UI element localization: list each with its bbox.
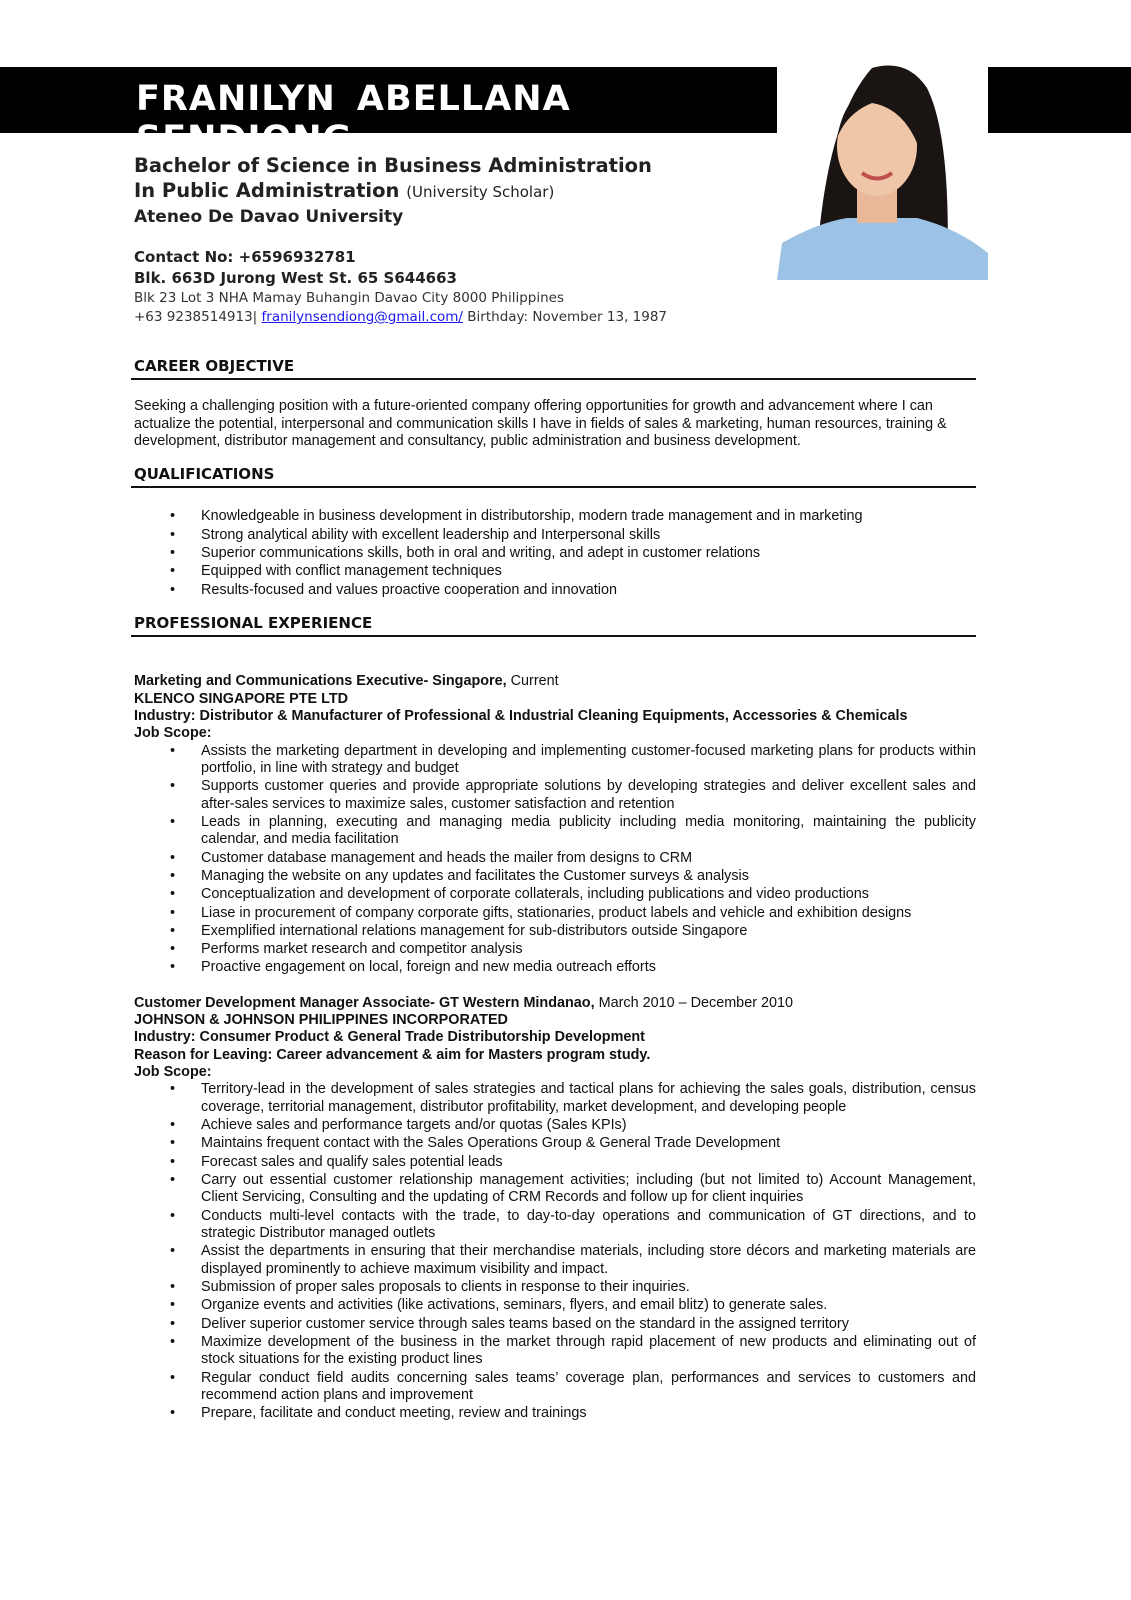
list-item [134,886,976,903]
bullet-icon: • [170,1207,176,1224]
section-heading: QUALIFICATIONS [131,466,976,488]
job-scope-label: Job Scope: [134,725,212,742]
list-item-text: Deliver superior customer service through sales teams based on the standard in the assigned territory [201,1315,849,1332]
section-heading: CAREER OBJECTIVE [131,358,976,380]
qualifications-list [134,508,976,599]
list-item-text: Carry out essential customer relationship management activities; including (but not limited to) Account Management, Client Servicing, Consulting and the updating of CRM Records and follow up for client inquiries [201,1171,976,1206]
list-item [134,563,976,580]
list-item-text: Liase in procurement of company corporate gifts, stationaries, product labels and vehicle and exhibition designs [201,904,912,921]
list-item-text: Strong analytical ability with excellent leadership and Interpersonal skills [201,526,661,543]
bullet-icon: • [170,1243,176,1260]
bullet-icon: • [170,904,176,921]
job-scope-list [134,1081,976,1422]
profile-photo [777,58,988,280]
bullet-icon: • [170,1315,176,1332]
list-item [134,1405,976,1422]
list-item-text: Supports customer queries and provide appropriate solutions by developing strategies and deliver excellent sales and after-sales services to maximize sales, customer satisfaction and retention [201,778,976,812]
list-item [134,1135,976,1152]
job-role: Customer Development Manager Associate- GT Western Mindanao, [134,994,595,1011]
bullet-icon: • [170,886,176,903]
list-item [134,1081,976,1116]
list-item-text: Exemplified international relations management for sub-distributors outside Singapore [201,922,748,939]
list-item [134,1208,976,1243]
bullet-icon: • [170,1171,176,1188]
list-item [134,545,976,562]
list-item [134,814,976,849]
bullet-icon: • [170,508,176,525]
list-item-text: Equipped with conflict management techniques [201,563,502,580]
bullet-icon: • [170,1279,176,1296]
bullet-icon: • [170,1081,176,1098]
bullet-icon: • [170,1369,176,1386]
list-item [134,923,976,940]
bullet-icon: • [170,813,176,830]
bullet-icon: • [170,778,176,795]
bullet-icon: • [170,545,176,562]
list-item [134,1243,976,1278]
list-item-text: Conducts multi-level contacts with the trade, to day-to-day operations and communication of GT directions, and to strategic Distributor managed outlets [201,1207,976,1242]
job-scope-list [134,743,976,977]
list-item [134,1117,976,1134]
list-item-text: Prepare, facilitate and conduct meeting, review and trainings [201,1405,587,1422]
university: Ateneo De Davao University [134,207,404,227]
bullet-icon: • [170,563,176,580]
job-industry: Industry: Consumer Product & General Trade Distributorship Development [134,1029,645,1046]
bullet-icon: • [170,867,176,884]
job-company: JOHNSON & JOHNSON PHILIPPINES INCORPORATED [134,1012,508,1029]
list-item-text: Assists the marketing department in developing and implementing customer-focused marketing plans for products within portfolio, in line with strategy and budget [201,742,976,776]
job-reason: Reason for Leaving: Career advancement & aim for Masters program study. [134,1046,651,1063]
ph-address: Blk 23 Lot 3 NHA Mamay Buhangin Davao City 8000 Philippines [134,290,564,306]
bullet-icon: • [170,922,176,939]
list-item-text: Maintains frequent contact with the Sales Operations Group & General Trade Development [201,1135,781,1152]
career-objective-section [134,358,976,450]
list-item [134,1370,976,1405]
job-entry [134,673,976,976]
job-role: Marketing and Communications Executive- Singapore, [134,673,507,690]
list-item [134,1172,976,1207]
job-scope-label: Job Scope: [134,1064,212,1081]
list-item-text: Submission of proper sales proposals to clients in response to their inquiries. [201,1279,690,1296]
list-item-text: Results-focused and values proactive cooperation and innovation [201,581,617,598]
bullet-icon: • [170,581,176,598]
list-item [134,1334,976,1369]
list-item [134,527,976,544]
ph-phone: +63 9238514913| [134,309,258,325]
name-banner [0,67,777,159]
bullet-icon: • [170,1297,176,1314]
job-industry: Industry: Distributor & Manufacturer of Professional & Industrial Cleaning Equipments, Accessories & Chemicals [134,707,908,724]
list-item [134,743,976,778]
job-entry [134,995,976,1423]
list-item-text: Proactive engagement on local, foreign and new media outreach efforts [201,959,656,976]
experience-section [134,615,976,1423]
list-item [134,850,976,867]
bullet-icon: • [170,742,176,759]
list-item-text: Organize events and activities (like activations, seminars, flyers, and email blitz) to generate sales. [201,1297,828,1314]
list-item-text: Assist the departments in ensuring that their merchandise materials, including store décors and marketing materials are displayed prominently to achieve maximum visibility and impact. [201,1243,976,1277]
list-item-text: Managing the website on any updates and facilitates the Customer surveys & analysis [201,867,749,884]
job-period: March 2010 – December 2010 [598,994,793,1011]
list-item-text: Performs market research and competitor analysis [201,941,523,958]
list-item [134,868,976,885]
full-name: FRANILYN ABELLANA SENDIONG [136,79,571,159]
qualifications-section [134,466,976,599]
header-info [134,153,667,327]
bullet-icon: • [170,1333,176,1350]
degree-line-2: In Public Administration [134,179,400,202]
list-item-text: Customer database management and heads the mailer from designs to CRM [201,849,693,866]
bullet-icon: • [170,849,176,866]
objective-text: Seeking a challenging position with a future-oriented company offering opportunities for growth and advancement where I can actualize the potential, interpersonal and communication skills I have in fields of sales & marketing, human resources, training & development, distributor management and consultancy, public administration and business development. [134,398,947,449]
list-item-text: Territory-lead in the development of sales strategies and tactical plans for achieving the sales goals, distribution, census coverage, territorial management, distributor profitability, market development, and developing people [201,1081,976,1115]
degree-note: (University Scholar) [406,183,555,201]
contact-number: Contact No: +6596932781 [134,248,356,266]
bullet-icon: • [170,1135,176,1152]
job-company: KLENCO SINGAPORE PTE LTD [134,690,349,707]
list-item [134,508,976,525]
list-item-text: Knowledgeable in business development in distributorship, modern trade management and in marketing [201,508,863,525]
bullet-icon: • [170,526,176,543]
list-item [134,941,976,958]
list-item [134,905,976,922]
list-item-text: Forecast sales and qualify sales potential leads [201,1153,503,1170]
list-item-text: Leads in planning, executing and managing media publicity including media monitoring, maintaining the publicity calendar, and media facilitation [201,813,976,848]
list-item [134,778,976,813]
list-item-text: Regular conduct field audits concerning sales teams’ coverage plan, performances and services to customers and recommend action plans and improvement [201,1369,976,1404]
list-item [134,959,976,976]
list-item [134,1154,976,1171]
job-period: Current [510,673,559,690]
list-item [134,582,976,599]
list-item [134,1316,976,1333]
bullet-icon: • [170,941,176,958]
list-item-text: Achieve sales and performance targets and/or quotas (Sales KPIs) [201,1117,627,1134]
bullet-icon: • [170,1117,176,1134]
list-item [134,1297,976,1314]
list-item-text: Superior communications skills, both in oral and writing, and adept in customer relations [201,545,761,562]
list-item [134,1279,976,1296]
sg-address: Blk. 663D Jurong West St. 65 S644663 [134,269,457,287]
banner-accent [988,67,1131,133]
section-heading: PROFESSIONAL EXPERIENCE [131,615,976,637]
birthday: Birthday: November 13, 1987 [467,309,668,325]
email-link[interactable]: franilynsendiong@gmail.com/ [261,309,463,325]
list-item-text: Conceptualization and development of corporate collaterals, including publications and video productions [201,886,869,903]
degree-line-1: Bachelor of Science in Business Administration [134,154,652,177]
bullet-icon: • [170,1153,176,1170]
list-item-text: Maximize development of the business in the market through rapid placement of new products and eliminating out of stock situations for the existing product lines [201,1333,976,1368]
bullet-icon: • [170,959,176,976]
bullet-icon: • [170,1405,176,1422]
